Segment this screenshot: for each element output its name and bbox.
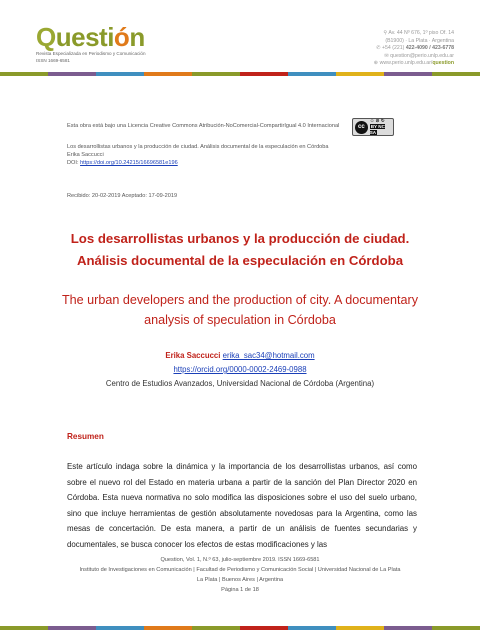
author-name: Erika Saccucci	[165, 351, 221, 360]
doi-link[interactable]: https://doi.org/10.24215/16696581e196	[80, 160, 178, 166]
journal-logo	[36, 24, 146, 63]
stripe-segment	[192, 626, 240, 630]
noncommercial-icon: ⊘	[375, 118, 380, 123]
citation-title: Los desarrollistas urbanos y la producción de ciudad. Análisis documental de la especulación en Córdoba	[67, 144, 329, 150]
page-header	[0, 0, 480, 72]
logo-wordmark: Questión	[36, 22, 145, 52]
author-email-link[interactable]: erika_sac34@hotmail.com	[222, 351, 315, 360]
stripe-segment	[144, 72, 192, 76]
stripe-segment	[96, 72, 144, 76]
stripe-segment	[48, 626, 96, 630]
citation-author: Erika Saccucci	[67, 152, 104, 158]
footer-location: La Plata | Buenos Aires | Argentina	[196, 577, 284, 583]
stripe-segment	[0, 626, 48, 630]
title-spanish: Los desarrollistas urbanos y la producción de ciudad. Análisis documental de la especulación en Córdoba	[70, 231, 410, 268]
logo-subtitle: Revista Especializada en Periodismo y Comunicación	[36, 51, 146, 56]
stripe-segment	[288, 626, 336, 630]
creative-commons-badge[interactable]	[352, 118, 394, 136]
stripe-segment	[384, 72, 432, 76]
stripe-segment	[336, 72, 384, 76]
journal-address: ⚲ Av. 44 Nº 676, 1º piso Of. 14 (B1900) · La Plata · Argentina ✆ +54 (221) 422-4090 / 423-6778 ✉ question@perio.unlp.edu.ar ⊕ www.perio.unlp.edu.ar/question	[373, 30, 454, 66]
header-color-stripe	[0, 72, 480, 76]
person-icon: ☺	[369, 118, 375, 123]
title-english: The urban developers and the production of city. A documentary analysis of speculation in Córdoba	[61, 293, 419, 327]
stripe-segment	[96, 626, 144, 630]
stripe-segment	[240, 626, 288, 630]
page-footer	[40, 555, 440, 595]
stripe-segment	[144, 626, 192, 630]
stripe-segment	[240, 72, 288, 76]
cc-by-nc-sa-icons: ☺ ⊘ ↻ BY NC SA	[369, 118, 385, 135]
abstract-body: Este artículo indaga sobre la dinámica y la importancia de los desarrollistas urbanos, así como sobre el nuevo rol del Estado en materia urbana a partir de la sanción del Plan Director 2020 en Córdoba. Esta nueva normativa no solo modifica las disposiciones sobre el uso del suelo urbano, sino que incluye herramientas de gestión absolutamente novedosas para la Argentina, como las mesas de concertación. De esta manera, a partir de un análisis de fuentes secundarias y documentales, se busca conocer los efectos de estas modificaciones y las	[67, 462, 417, 549]
stripe-segment	[384, 626, 432, 630]
web-icon: ⊕	[373, 60, 379, 66]
stripe-segment	[336, 626, 384, 630]
received-dates: Recibido: 20-02-2019 Aceptado: 17-09-2019	[67, 193, 178, 199]
email-icon: ✉	[384, 52, 389, 59]
location-icon: ⚲	[383, 30, 388, 36]
citation-doi: DOI: https://doi.org/10.24215/16696581e196	[67, 160, 178, 166]
footer-journal: Question, Vol. 1, N.º 63, julio-septiembre 2019. ISSN 1669-6581	[160, 557, 320, 563]
license-text: Esta obra está bajo una Licencia Creative Commons Atribución-NoComercial-CompartirIgual 4.0 Internacional	[67, 123, 340, 129]
license-row	[67, 118, 427, 136]
cc-icon: cc	[355, 121, 368, 134]
phone-icon: ✆	[376, 45, 381, 51]
author-affiliation: Centro de Estudios Avanzados, Universidad Nacional de Córdoba (Argentina)	[105, 379, 375, 388]
stripe-segment	[432, 72, 480, 76]
logo-issn: ISSN 1669-6581	[36, 57, 70, 63]
stripe-segment	[192, 72, 240, 76]
abstract-heading: Resumen	[67, 432, 104, 441]
stripe-segment	[48, 72, 96, 76]
sharealike-icon: ↻	[380, 118, 385, 123]
footer-color-stripe	[0, 626, 480, 630]
stripe-segment	[0, 72, 48, 76]
author-line	[0, 350, 480, 362]
footer-page-number: Página 1 de 18	[221, 587, 259, 593]
stripe-segment	[288, 72, 336, 76]
stripe-segment	[432, 626, 480, 630]
footer-institute: Instituto de Investigaciones en Comunicación | Facultad de Periodismo y Comunicación Social | Universidad Nacional de La Plata	[79, 567, 401, 573]
author-orcid-link[interactable]: https://orcid.org/0000-0002-2469-0988	[173, 365, 307, 374]
